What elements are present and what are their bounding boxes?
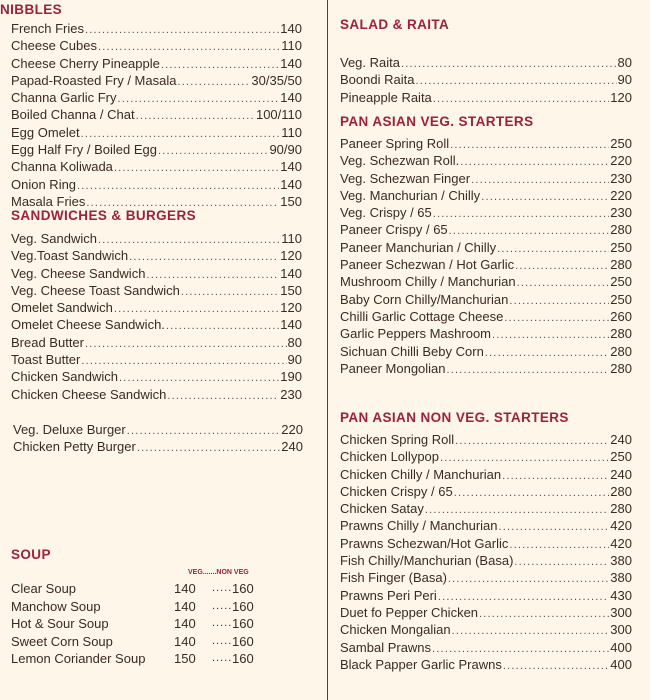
menu-item: Prawns Peri Peri ..... 430 (340, 587, 632, 604)
nonveg-starters-list (340, 431, 632, 673)
section-title-soup: SOUP (11, 547, 51, 562)
menu-item: Veg. Sandwich ..... 110 (11, 230, 302, 247)
menu-item: Paneer Schezwan / Hot Garlic ..... 280 (340, 256, 632, 273)
menu-item: Bread Butter ..... 80 (11, 334, 302, 351)
menu-item: Duet fo Pepper Chicken ..... 300 (340, 604, 632, 621)
menu-item: Sweet Corn Soup 140 ..... 160 (11, 633, 254, 649)
section-title-salad: SALAD & RAITA (340, 17, 450, 32)
menu-item: Chicken Satay ..... 280 (340, 500, 632, 517)
burgers-list (13, 421, 303, 456)
menu-item: Paneer Spring Roll ..... 250 (340, 135, 632, 152)
menu-item: Veg. Schezwan Finger ..... 230 (340, 170, 632, 187)
menu-item: Veg. Deluxe Burger ..... 220 (13, 421, 303, 438)
sandwiches-list (11, 230, 302, 403)
menu-item: Boiled Channa / Chat ..... 100/110 (11, 106, 302, 123)
menu-item: Veg. Schezwan Roll. ..... 220 (340, 152, 632, 169)
menu-item: Channa Koliwada ..... 140 (11, 158, 302, 175)
column-divider (327, 0, 328, 700)
menu-item: Egg Omelet ..... 110 (11, 124, 302, 141)
menu-item: Channa Garlic Fry ..... 140 (11, 89, 302, 106)
menu-item: Prawns Chilly / Manchurian ..... 420 (340, 517, 632, 534)
menu-item: Baby Corn Chilly/Manchurian ..... 250 (340, 291, 632, 308)
menu-item: Papad-Roasted Fry / Masala ..... 30/35/50 (11, 72, 302, 89)
menu-item: Fish Chilly/Manchurian (Basa) ..... 380 (340, 552, 632, 569)
section-title-nibbles: NIBBLES (0, 2, 63, 17)
menu-item: Egg Half Fry / Boiled Egg ..... 90/90 (11, 141, 302, 158)
section-title-sandwiches: SANDWICHES & BURGERS (11, 208, 197, 223)
menu-item: Chilli Garlic Cottage Cheese ..... 260 (340, 308, 632, 325)
menu-item: Onion Ring ..... 140 (11, 176, 302, 193)
menu-item: Lemon Coriander Soup 150 ..... 160 (11, 651, 254, 666)
menu-item: French Fries ..... 140 (11, 20, 302, 37)
menu-item: Veg. Manchurian / Chilly ..... 220 (340, 187, 632, 204)
nibbles-list (11, 20, 302, 210)
menu-item: Masala Fries ..... 150 (11, 193, 302, 210)
menu-item: Black Papper Garlic Prawns ..... 400 (340, 656, 632, 673)
menu-item: Omelet Sandwich ..... 120 (11, 299, 302, 316)
menu-item: Clear Soup 140 ..... 160 (11, 581, 254, 596)
soup-list (11, 580, 254, 668)
menu-item: Chicken Mongalian ..... 300 (340, 621, 632, 638)
menu-item: Mushroom Chilly / Manchurian ..... 250 (340, 273, 632, 290)
menu-item: Paneer Crispy / 65 ..... 280 (340, 221, 632, 238)
menu-item: Cheese Cubes ..... 110 (11, 37, 302, 54)
menu-item: Manchow Soup 140 ..... 160 (11, 598, 254, 614)
section-title-veg-starters: PAN ASIAN VEG. STARTERS (340, 114, 534, 129)
section-title-nonveg-starters: PAN ASIAN NON VEG. STARTERS (340, 410, 569, 425)
menu-item: Garlic Peppers Mashroom ..... 280 (340, 325, 632, 342)
menu-item: Cheese Cherry Pineapple ..... 140 (11, 55, 302, 72)
menu-item: Veg. Cheese Sandwich ..... 140 (11, 265, 302, 282)
menu-item: Pineapple Raita ..... 120 (340, 89, 632, 106)
menu-item: Sichuan Chilli Beby Corn ..... 280 (340, 343, 632, 360)
veg-starters-list (340, 135, 632, 377)
menu-item: Hot & Sour Soup 140 ..... 160 (11, 616, 254, 631)
menu-item: Paneer Mongolian ..... 280 (340, 360, 632, 377)
menu-item: Chicken Petty Burger ..... 240 (13, 438, 303, 455)
menu-item: Veg.Toast Sandwich ..... 120 (11, 247, 302, 264)
menu-item: Veg. Cheese Toast Sandwich ..... 150 (11, 282, 302, 299)
menu-item: Paneer Manchurian / Chilly ..... 250 (340, 239, 632, 256)
menu-item: Veg. Raita ..... 80 (340, 54, 632, 71)
menu-item: Prawns Schezwan/Hot Garlic ..... 420 (340, 535, 632, 552)
menu-item: Boondi Raita ..... 90 (340, 71, 632, 88)
soup-column-header: VEG.......NON VEG (188, 569, 249, 576)
menu-item: Fish Finger (Basa) ..... 380 (340, 569, 632, 586)
menu-item: Chicken Sandwich ..... 190 (11, 368, 302, 385)
menu-item: Chicken Spring Roll ..... 240 (340, 431, 632, 448)
menu-item: Chicken Cheese Sandwich ..... 230 (11, 386, 302, 403)
menu-item: Toast Butter ..... 90 (11, 351, 302, 368)
menu-item: Chicken Chilly / Manchurian ..... 240 (340, 466, 632, 483)
menu-item: Omelet Cheese Sandwich. ..... 140 (11, 316, 302, 333)
menu-item: Sambal Prawns ..... 400 (340, 639, 632, 656)
salad-list (340, 54, 632, 106)
menu-item: Veg. Crispy / 65 ..... 230 (340, 204, 632, 221)
menu-item: Chicken Lollypop ..... 250 (340, 448, 632, 465)
menu-item: Chicken Crispy / 65 ..... 280 (340, 483, 632, 500)
